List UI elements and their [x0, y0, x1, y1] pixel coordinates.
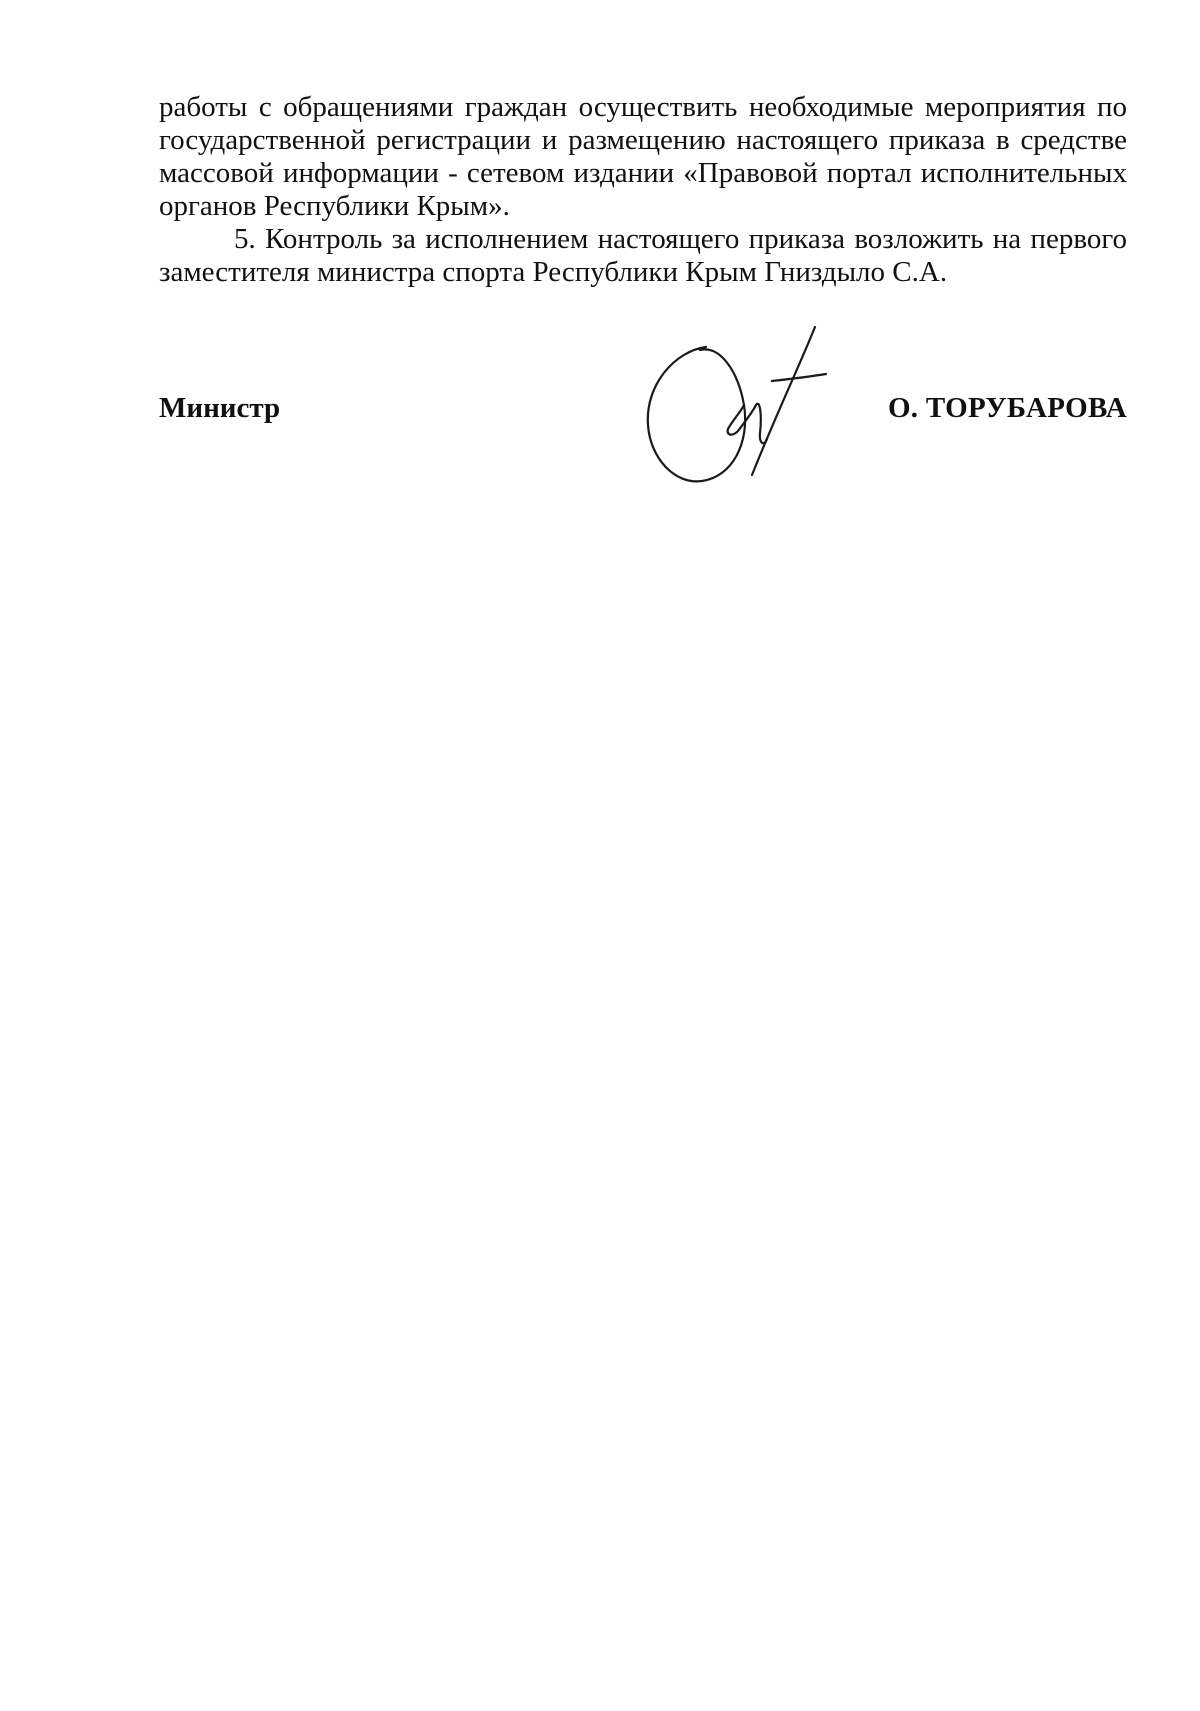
paragraph-control: 5. Контроль за исполнением настоящего приказа возложить на первого заместителя министра спорта Республики Крым Гниздыло С.А. [159, 223, 1127, 288]
signatory-name: О. ТОРУБАРОВА [887, 392, 1127, 424]
order-text [159, 91, 1127, 289]
signatory-title: Министр [159, 392, 281, 424]
handwritten-signature-icon [640, 325, 850, 525]
paragraph-publication: работы с обращениями граждан осуществить необходимые мероприятия по государственной регистрации и размещению настоящего приказа в средстве массовой информации - сетевом издании «Правовой портал исполнительных органов Республики Крым». [159, 91, 1127, 222]
